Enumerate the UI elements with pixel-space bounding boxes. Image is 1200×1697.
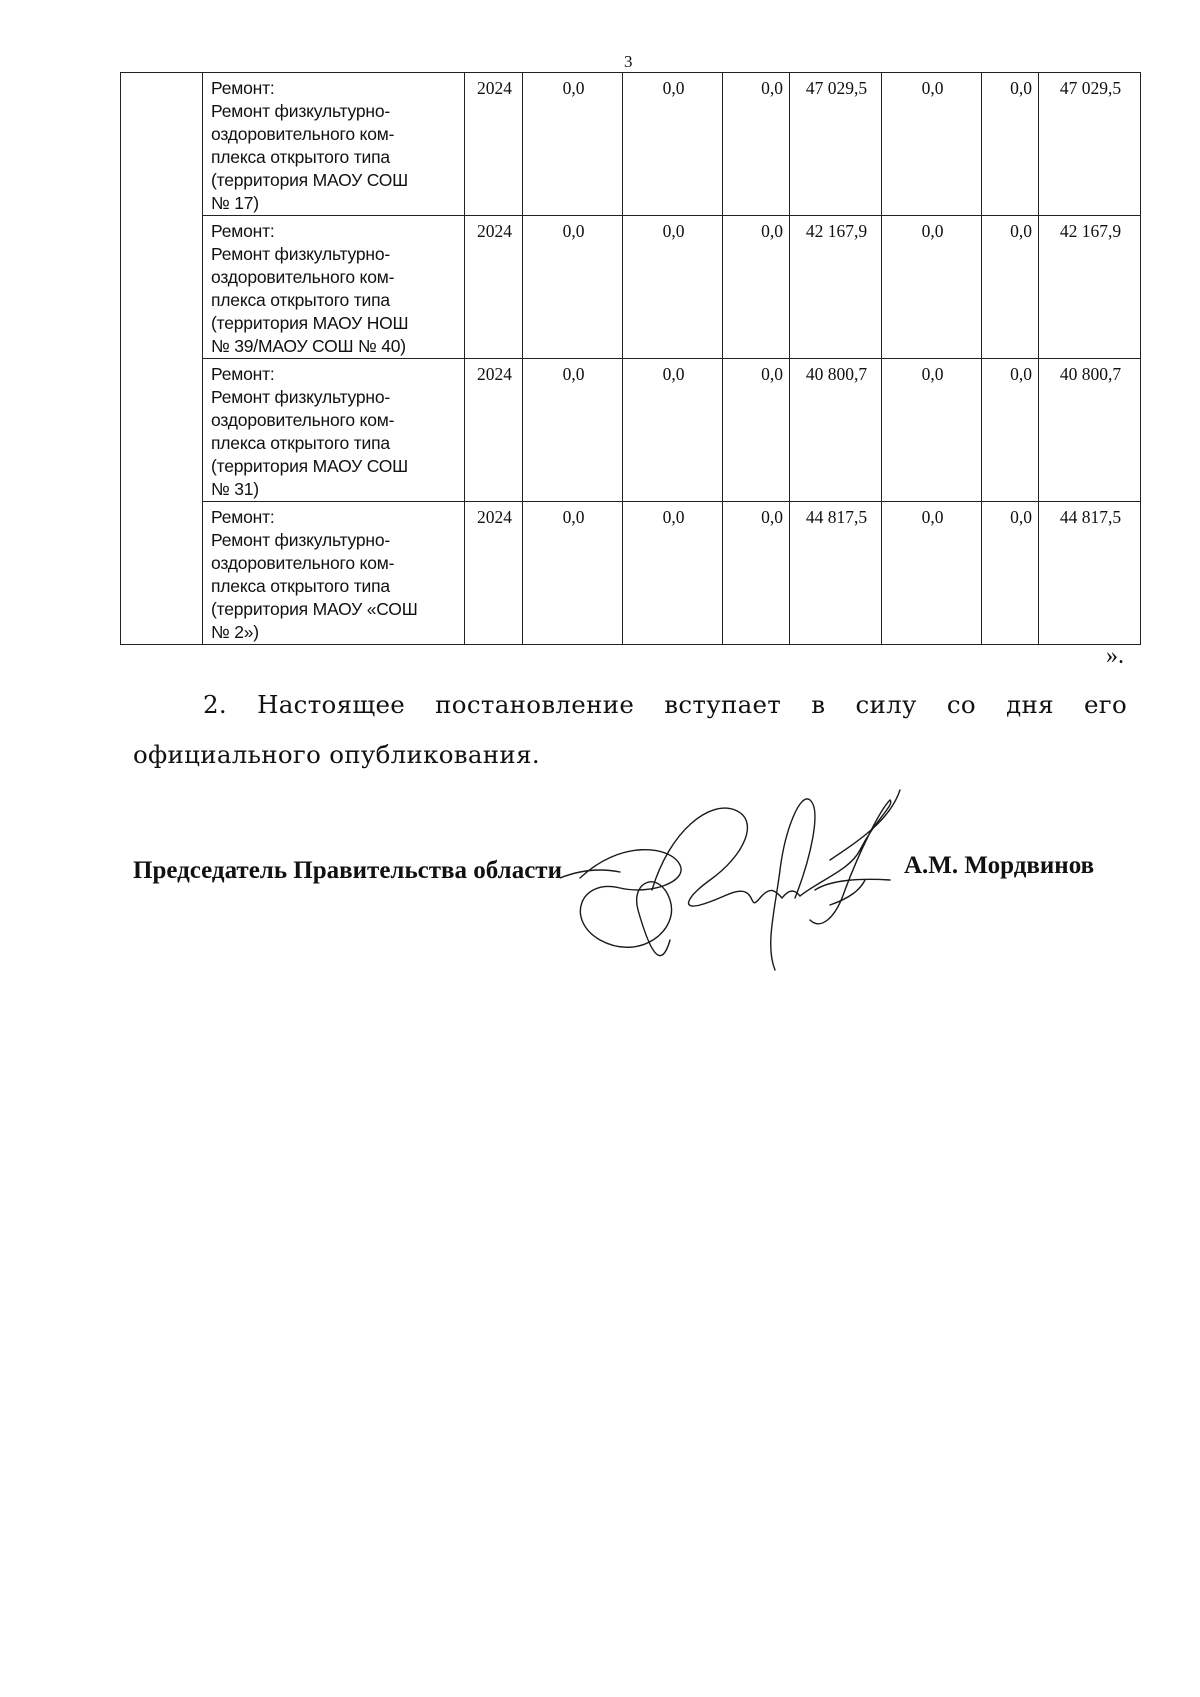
year-cell: 2024 [465, 359, 523, 502]
value-cell: 47 029,5 [790, 73, 882, 216]
row-number-cell [121, 216, 203, 359]
value-cell: 0,0 [982, 73, 1039, 216]
object-name-line: (территория МАОУ НОШ [211, 313, 409, 333]
object-name-line: № 31) [211, 479, 259, 499]
object-name-line: Ремонт физкультурно- [211, 530, 391, 550]
value-cell: 44 817,5 [790, 502, 882, 645]
object-name-line: плекса открытого типа [211, 290, 390, 310]
object-name-line: плекса открытого типа [211, 147, 390, 167]
value-cell: 0,0 [623, 73, 723, 216]
object-name-line: (территория МАОУ СОШ [211, 456, 408, 476]
table-row [121, 73, 1141, 216]
object-name-cell [203, 216, 465, 359]
object-name-line: Ремонт физкультурно- [211, 387, 391, 407]
object-name-line: оздоровительного ком- [211, 267, 395, 287]
row-number-cell [121, 502, 203, 645]
year-cell: 2024 [465, 73, 523, 216]
total-cell: 40 800,7 [1039, 359, 1141, 502]
object-name-line: Ремонт физкультурно- [211, 101, 391, 121]
total-cell: 44 817,5 [1039, 502, 1141, 645]
object-name-cell [203, 73, 465, 216]
effective-date-paragraph: 2. Настоящее постановление вступает в силу со дня его официального опубликования. [133, 690, 1127, 769]
object-name-line: оздоровительного ком- [211, 410, 395, 430]
value-cell: 0,0 [623, 216, 723, 359]
value-cell: 0,0 [882, 73, 982, 216]
value-cell: 0,0 [723, 502, 790, 645]
object-name-line: плекса открытого типа [211, 433, 390, 453]
value-cell: 0,0 [982, 502, 1039, 645]
value-cell: 0,0 [882, 359, 982, 502]
object-name-line: Ремонт: [211, 78, 275, 98]
value-cell: 0,0 [882, 216, 982, 359]
value-cell: 40 800,7 [790, 359, 882, 502]
value-cell: 0,0 [523, 502, 623, 645]
object-name-line: оздоровительного ком- [211, 124, 395, 144]
object-name-line: Ремонт: [211, 221, 275, 241]
value-cell: 0,0 [523, 73, 623, 216]
total-cell: 42 167,9 [1039, 216, 1141, 359]
object-name-line: Ремонт физкультурно- [211, 244, 391, 264]
object-name-line: № 2») [211, 622, 259, 642]
value-cell: 0,0 [523, 359, 623, 502]
budget-table [120, 72, 1141, 645]
table-row [121, 216, 1141, 359]
value-cell: 0,0 [623, 502, 723, 645]
table-row [121, 359, 1141, 502]
object-name-line: оздоровительного ком- [211, 553, 395, 573]
value-cell: 0,0 [723, 216, 790, 359]
object-name-cell [203, 359, 465, 502]
object-name-line: плекса открытого типа [211, 576, 390, 596]
value-cell: 0,0 [523, 216, 623, 359]
object-name-line: № 17) [211, 193, 259, 213]
value-cell: 0,0 [982, 359, 1039, 502]
year-cell: 2024 [465, 216, 523, 359]
year-cell: 2024 [465, 502, 523, 645]
object-name-line: Ремонт: [211, 364, 275, 384]
row-number-cell [121, 73, 203, 216]
table-row [121, 502, 1141, 645]
signer-name: А.М. Мордвинов [904, 852, 1095, 879]
object-name-line: № 39/МАОУ СОШ № 40) [211, 336, 406, 356]
object-name-line: (территория МАОУ СОШ [211, 170, 408, 190]
object-name-cell [203, 502, 465, 645]
value-cell: 0,0 [723, 359, 790, 502]
value-cell: 0,0 [623, 359, 723, 502]
value-cell: 0,0 [982, 216, 1039, 359]
handwritten-signature [560, 770, 940, 980]
total-cell: 47 029,5 [1039, 73, 1141, 216]
object-name-line: (территория МАОУ «СОШ [211, 599, 418, 619]
closing-quote: ». [1106, 643, 1124, 669]
page-number: 3 [624, 52, 633, 71]
value-cell: 0,0 [882, 502, 982, 645]
value-cell: 42 167,9 [790, 216, 882, 359]
signer-role: Председатель Правительства области [133, 857, 562, 884]
object-name-line: Ремонт: [211, 507, 275, 527]
row-number-cell [121, 359, 203, 502]
value-cell: 0,0 [723, 73, 790, 216]
